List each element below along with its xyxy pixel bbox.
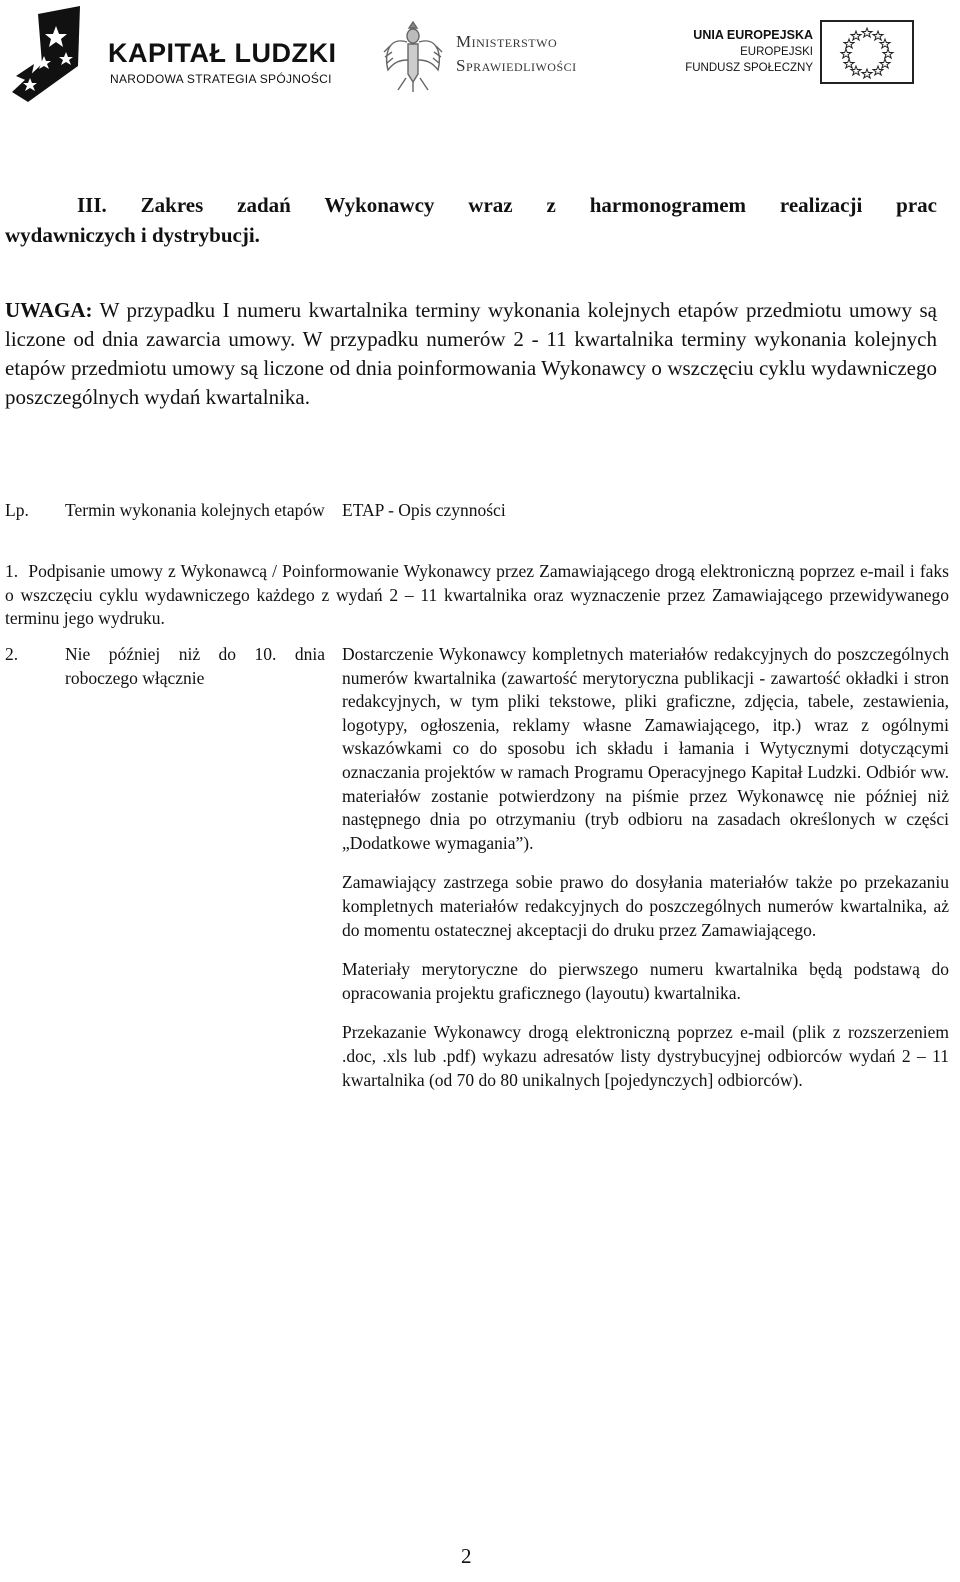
eu-flag-icon bbox=[820, 20, 914, 84]
section-heading bbox=[5, 190, 937, 250]
eu-fund-line1: EUROPEJSKI bbox=[740, 46, 813, 58]
section-heading-line1: III. Zakres zadań Wykonawcy wraz z harmonogramem realizacji prac bbox=[77, 193, 937, 217]
kapital-ludzki-emblem-icon bbox=[8, 6, 104, 106]
document-content bbox=[5, 190, 937, 412]
row2-term: Nie później niż do 10. dnia roboczego włącznie bbox=[65, 644, 325, 688]
header-lp: Lp. bbox=[5, 500, 29, 520]
eu-name: UNIA EUROPEJSKA bbox=[693, 28, 813, 42]
ministry-name-line1: Ministerstwo bbox=[456, 32, 558, 51]
header-term: Termin wykonania kolejnych etapów bbox=[65, 500, 325, 520]
section-heading-line2: wydawniczych i dystrybucji. bbox=[5, 223, 260, 247]
ministry-logo bbox=[378, 16, 648, 96]
table-row bbox=[5, 560, 949, 631]
row2-paragraph: Przekazanie Wykonawcy drogą elektroniczną poprzez e-mail (plik z rozszerzeniem .doc, .xls lub .pdf) wykazu adresatów listy dystrybucyjnej odbiorców wydań 2 – 11 kwartalnika (od 70 do 80 unikalnych [pojedynczych] odbiorców). bbox=[342, 1022, 949, 1090]
eu-fund-line2: FUNDUSZ SPOŁECZNY bbox=[685, 62, 813, 74]
ministry-name-line2: Sprawiedliwości bbox=[456, 56, 577, 75]
row2-paragraph: Materiały merytoryczne do pierwszego numeru kwartalnika będą podstawą do opracowania projektu graficznego (layoutu) kwartalnika. bbox=[342, 959, 949, 1003]
eu-logo bbox=[678, 18, 923, 88]
kapital-ludzki-logo bbox=[8, 6, 348, 106]
page-header bbox=[0, 0, 960, 120]
row2-lp: 2. bbox=[5, 644, 19, 664]
row2-paragraph: Dostarczenie Wykonawcy kompletnych materiałów redakcyjnych do poszczególnych numerów kwartalnika (zawartość merytoryczna publikacji - zawartość okładki i stron redakcyjnych, w tym pliki tekstowe, pliki graficzne, zdjęcia, tabele, zestawienia, logotypy, ogłoszenia, reklamy własne Zamawiającego, itp.) wraz z ogólnymi wskazówkami co do sposobu ich składu i łamania i Wytycznymi dotyczącymi oznaczania projektów w ramach Programu Operacyjnego Kapitał Ludzki. Odbiór ww. materiałów zostanie potwierdzony na piśmie przez Wykonawcę nie później niż następnego dnia po otrzymaniu (tryb odbioru na zasadach określonych w części „Dodatkowe wymagania”). bbox=[342, 644, 949, 853]
row2-description bbox=[342, 643, 949, 1108]
note-label: UWAGA: bbox=[5, 298, 93, 322]
page-number: 2 bbox=[461, 1544, 472, 1568]
row2-paragraph: Zamawiający zastrzega sobie prawo do dosyłania materiałów także po przekazaniu kompletnych materiałów redakcyjnych do poszczególnych numerów kwartalnika, aż do momentu ostatecznej akceptacji do druku przez Zamawiającego. bbox=[342, 872, 949, 940]
note-text: W przypadku I numeru kwartalnika terminy wykonania kolejnych etapów przedmiotu umowy są liczone od dnia zawarcia umowy. W przypadku numerów 2 - 11 kwartalnika terminy wykonania kolejnych etapów przedmiotu umowy są liczone od dnia poinformowania Wykonawcy o wszczęciu cyklu wydawniczego poszczególnych wydań kwartalnika. bbox=[5, 298, 937, 409]
row1-lp: 1. bbox=[5, 561, 19, 581]
row1-text bbox=[5, 560, 949, 631]
kapital-ludzki-title: KAPITAŁ LUDZKI bbox=[108, 38, 337, 68]
row1-description: Podpisanie umowy z Wykonawcą / Poinformowanie Wykonawcy przez Zamawiającego drogą elektroniczną poprzez e-mail i faks o wszczęciu cyklu wydawniczego każdego z wydań 2 – 11 kwartalnika oraz wyznaczenie przez Zamawiającego przewidywanego terminu jego wydruku. bbox=[5, 561, 949, 629]
polish-eagle-icon bbox=[378, 16, 448, 96]
kapital-ludzki-subtitle: NARODOWA STRATEGIA SPÓJNOŚCI bbox=[110, 72, 332, 86]
header-desc: ETAP - Opis czynności bbox=[342, 500, 506, 520]
note-paragraph bbox=[5, 296, 937, 412]
